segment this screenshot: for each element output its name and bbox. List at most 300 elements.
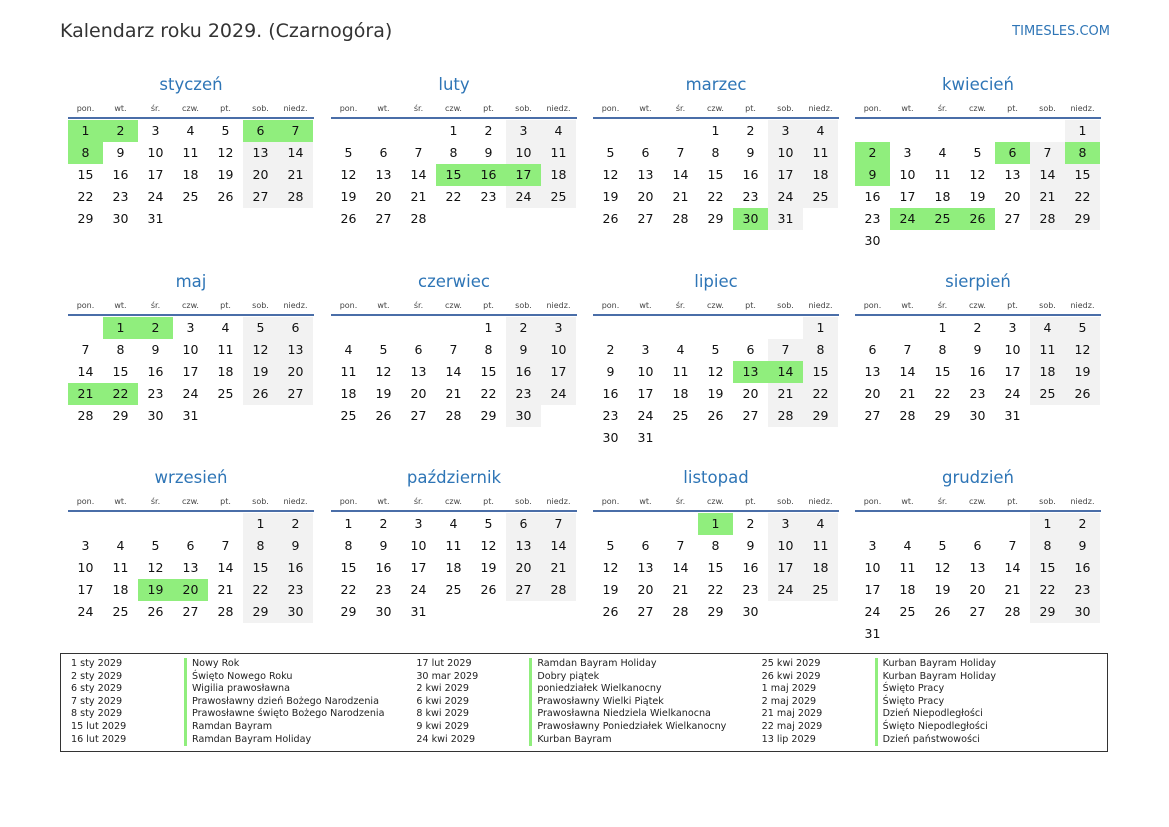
day: 1 [938,320,947,335]
holiday-row [71,696,416,709]
empty-cell [593,120,628,142]
holiday-name: Kurban Bayram [529,734,611,747]
day: 31 [1004,408,1021,423]
day: 19 [602,582,619,597]
holiday-day: 1 [698,513,733,535]
day: 8 [484,342,493,357]
weekend-day: 11 [803,535,838,557]
weekend-day: 24 [768,579,803,601]
holiday-name: Prawosławne święto Bożego Narodzenia [184,708,384,721]
day: 14 [672,167,689,182]
day: 24 [410,582,427,597]
day: 17 [637,386,654,401]
day: 26 [480,582,497,597]
empty-cell [855,317,890,339]
month-name: marzec [685,75,747,94]
day: 23 [480,189,497,204]
weekday-label: pon. [863,497,882,506]
weekend-day: 18 [1030,361,1065,383]
day: 30 [864,233,881,248]
holiday-name: Święto Niepodległości [875,721,988,734]
day: 28 [410,211,427,226]
day: 26 [217,189,234,204]
weekday-label: wt. [901,301,914,310]
weekday-label: sob. [515,104,532,113]
day: 6 [186,538,195,553]
empty-cell [663,317,698,339]
day: 10 [410,538,427,553]
weekend-day: 18 [803,557,838,579]
empty-cell [768,317,803,339]
weekend-day: 23 [506,383,541,405]
day: 5 [344,145,353,160]
weekend-day: 3 [541,317,576,339]
weekday-label: pon. [76,497,95,506]
weekday-label: niedz. [808,497,833,506]
day: 23 [147,386,164,401]
weekend-day: 7 [1030,142,1065,164]
day: 27 [742,408,759,423]
month-name: październik [406,468,502,487]
holiday-day: 2 [855,142,890,164]
weekend-day: 7 [768,339,803,361]
weekday-label: pt. [745,301,756,310]
empty-cell [995,120,1030,142]
day: 6 [973,538,982,553]
empty-cell [366,317,401,339]
day: 5 [711,342,720,357]
weekday-label: pt. [220,104,231,113]
holiday-row [71,734,416,747]
day: 6 [641,538,650,553]
weekend-day: 21 [541,557,576,579]
page-title: Kalendarz roku 2029. (Czarnogóra) [60,20,393,42]
weekday-label: wt. [114,301,127,310]
holiday-name: Ramdan Bayram [184,721,272,734]
weekday-label: czw. [182,497,199,506]
month-name: grudzień [941,468,1015,487]
day: 11 [340,364,357,379]
day: 2 [606,342,615,357]
weekday-header [593,299,839,316]
day: 29 [480,408,497,423]
weekend-day: 14 [541,535,576,557]
weekend-day: 17 [768,164,803,186]
holiday-row [416,696,761,709]
holiday-date: 6 kwi 2029 [416,695,470,707]
weekday-label: sob. [515,301,532,310]
day: 19 [707,386,724,401]
weekend-day: 2 [506,317,541,339]
day: 20 [410,386,427,401]
day: 8 [711,538,720,553]
holiday-date: 9 kwi 2029 [416,720,470,732]
holiday-name: Prawosławny Poniedziałek Wielkanocny [529,721,726,734]
day: 20 [1004,189,1021,204]
day: 14 [672,560,689,575]
day: 17 [864,582,881,597]
weekend-day: 4 [803,120,838,142]
weekday-label: czw. [707,301,724,310]
holiday-name: Święto Nowego Roku [184,671,292,684]
holiday-row [416,708,761,721]
day: 8 [344,538,353,553]
day: 29 [934,408,951,423]
weekday-label: sob. [1039,497,1056,506]
day: 13 [969,560,986,575]
weekend-day: 23 [278,579,313,601]
weekday-label: wt. [901,104,914,113]
day: 9 [116,145,125,160]
month-name: czerwiec [418,272,490,291]
day: 10 [1004,342,1021,357]
weekend-day: 10 [768,535,803,557]
day: 4 [116,538,125,553]
holiday-date: 1 maj 2029 [761,683,817,695]
month-7 [593,271,839,449]
day: 11 [445,538,462,553]
day: 18 [182,167,199,182]
weekend-day: 14 [278,142,313,164]
day: 11 [217,342,234,357]
holiday-day: 8 [1065,142,1100,164]
day: 26 [602,604,619,619]
holiday-date: 22 maj 2029 [761,720,823,732]
day: 16 [375,560,392,575]
weekend-day: 13 [243,142,278,164]
day: 23 [602,408,619,423]
day: 30 [602,430,619,445]
holiday-column [71,658,416,751]
holiday-day: 16 [471,164,506,186]
weekend-day: 8 [243,535,278,557]
day: 16 [969,364,986,379]
day: 9 [151,342,160,357]
day: 11 [672,364,689,379]
empty-cell [890,513,925,535]
weekend-day: 5 [1065,317,1100,339]
day: 19 [217,167,234,182]
day: 16 [742,560,759,575]
empty-cell [628,120,663,142]
weekend-day: 28 [768,405,803,427]
weekend-day: 10 [506,142,541,164]
day: 22 [77,189,94,204]
holiday-date: 1 sty 2029 [71,658,123,669]
weekday-header [855,495,1101,512]
holiday-date: 2 sty 2029 [71,670,123,682]
holiday-day: 6 [243,120,278,142]
day: 18 [112,582,129,597]
weekday-label: wt. [377,104,390,113]
weekend-day: 3 [506,120,541,142]
day: 17 [77,582,94,597]
day: 3 [81,538,90,553]
weekday-label: niedz. [546,301,571,310]
day: 31 [410,604,427,619]
day: 18 [672,386,689,401]
month-10 [331,467,577,623]
weekend-day: 21 [768,383,803,405]
holiday-day: 17 [506,164,541,186]
weekend-day: 9 [278,535,313,557]
holiday-day: 19 [138,579,173,601]
day: 5 [938,538,947,553]
empty-cell [436,317,471,339]
day: 13 [864,364,881,379]
day: 4 [344,342,353,357]
day: 21 [672,189,689,204]
day: 7 [1008,538,1017,553]
empty-cell [138,513,173,535]
day: 14 [899,364,916,379]
weekday-label: niedz. [283,301,308,310]
day: 16 [602,386,619,401]
day: 13 [637,560,654,575]
weekend-day: 17 [768,557,803,579]
day: 5 [379,342,388,357]
weekend-day: 19 [1065,361,1100,383]
weekday-label: wt. [639,301,652,310]
weekday-label: śr. [937,301,948,310]
holiday-row [762,734,1107,747]
weekend-day: 27 [243,186,278,208]
weekday-label: sob. [777,301,794,310]
day: 25 [182,189,199,204]
holiday-name: Kurban Bayram Holiday [875,658,996,671]
day: 16 [864,189,881,204]
day-grid [593,317,839,449]
day: 24 [147,189,164,204]
weekday-label: wt. [114,497,127,506]
day: 30 [742,604,759,619]
month-3 [593,74,839,230]
holiday-name: Dzień Niepodległości [875,708,983,721]
holiday-row [762,696,1107,709]
empty-cell [103,513,138,535]
weekday-label: pon. [863,301,882,310]
day: 28 [672,604,689,619]
holiday-column [416,658,761,751]
month-name: listopad [683,468,749,487]
day: 24 [77,604,94,619]
empty-cell [925,513,960,535]
day: 25 [217,386,234,401]
day: 4 [221,320,230,335]
month-6 [331,271,577,427]
holiday-name: Wigilia prawosławna [184,683,290,696]
weekend-day: 1 [1065,120,1100,142]
weekday-header [593,495,839,512]
weekday-label: czw. [707,104,724,113]
month-name: luty [438,75,470,94]
weekday-label: śr. [937,104,948,113]
day: 29 [707,604,724,619]
holiday-row [416,658,761,671]
weekday-label: śr. [150,301,161,310]
day: 4 [903,538,912,553]
holiday-day: 1 [68,120,103,142]
day: 25 [445,582,462,597]
day: 10 [182,342,199,357]
weekday-label: pon. [76,301,95,310]
day: 23 [742,582,759,597]
weekday-label: sob. [777,497,794,506]
weekday-label: niedz. [546,104,571,113]
holiday-day: 20 [173,579,208,601]
holiday-row [762,671,1107,684]
day: 1 [344,516,353,531]
day: 2 [746,123,755,138]
weekend-day: 29 [243,601,278,623]
weekend-day: 15 [1065,164,1100,186]
weekend-day: 1 [803,317,838,339]
empty-cell [208,513,243,535]
holiday-name: Dzień państwowości [875,734,980,747]
empty-cell [331,317,366,339]
weekday-label: pon. [601,104,620,113]
holiday-date: 8 kwi 2029 [416,708,470,720]
day-grid [331,120,577,230]
weekend-day: 14 [1030,164,1065,186]
month-4 [855,74,1101,252]
month-11 [593,467,839,623]
day: 27 [182,604,199,619]
weekday-label: pon. [601,301,620,310]
day-grid [855,120,1101,252]
day: 17 [899,189,916,204]
holiday-day: 15 [436,164,471,186]
weekend-day: 28 [541,579,576,601]
day: 19 [934,582,951,597]
day: 26 [375,408,392,423]
empty-cell [960,513,995,535]
holiday-row [762,708,1107,721]
weekday-label: czw. [182,301,199,310]
day: 7 [81,342,90,357]
weekday-header [68,299,314,316]
weekday-label: pon. [339,104,358,113]
day: 20 [969,582,986,597]
day: 3 [186,320,195,335]
day: 5 [484,516,493,531]
weekend-day: 2 [278,513,313,535]
day: 22 [707,189,724,204]
weekday-label: pt. [483,301,494,310]
day: 26 [707,408,724,423]
month-5 [68,271,314,427]
day: 12 [480,538,497,553]
weekend-day: 29 [803,405,838,427]
weekday-label: sob. [1039,104,1056,113]
day: 14 [410,167,427,182]
day: 18 [899,582,916,597]
day: 3 [903,145,912,160]
weekday-label: sob. [252,301,269,310]
day: 28 [217,604,234,619]
holiday-name: Ramdan Bayram Holiday [184,734,311,747]
weekday-label: czw. [182,104,199,113]
day: 10 [864,560,881,575]
weekend-day: 12 [1065,339,1100,361]
day: 8 [938,342,947,357]
day: 27 [637,211,654,226]
weekend-day: 25 [803,579,838,601]
day: 5 [606,538,615,553]
day: 29 [340,604,357,619]
day: 19 [480,560,497,575]
day: 24 [1004,386,1021,401]
weekday-header [331,299,577,316]
weekend-day: 30 [506,405,541,427]
day: 5 [151,538,160,553]
weekday-label: niedz. [546,497,571,506]
weekend-day: 15 [803,361,838,383]
holiday-date: 16 lut 2029 [71,733,127,745]
month-name: maj [175,272,207,291]
day: 23 [112,189,129,204]
holiday-day: 22 [103,383,138,405]
site-link[interactable]: TIMESLES.COM [1012,24,1110,39]
day-grid [593,513,839,623]
day: 29 [77,211,94,226]
weekend-day: 15 [243,557,278,579]
empty-cell [366,120,401,142]
month-name: kwiecień [941,75,1015,94]
day: 21 [217,582,234,597]
weekday-header [68,495,314,512]
month-name: wrzesień [154,468,228,487]
weekend-day: 11 [541,142,576,164]
holiday-column [762,658,1107,751]
holiday-date: 17 lut 2029 [416,658,472,669]
day: 2 [973,320,982,335]
day: 15 [934,364,951,379]
empty-cell [68,513,103,535]
day: 9 [379,538,388,553]
day: 27 [969,604,986,619]
month-8 [855,271,1101,427]
holiday-day: 7 [278,120,313,142]
weekend-day: 3 [768,513,803,535]
day: 16 [112,167,129,182]
holiday-date: 2 maj 2029 [761,695,817,707]
holiday-date: 30 mar 2029 [416,670,479,682]
day: 20 [375,189,392,204]
day: 8 [449,145,458,160]
holiday-day: 25 [925,208,960,230]
day: 30 [147,408,164,423]
day: 20 [742,386,759,401]
empty-cell [663,513,698,535]
empty-cell [1030,120,1065,142]
weekend-day: 21 [278,164,313,186]
weekday-label: pon. [76,104,95,113]
weekend-day: 2 [1065,513,1100,535]
day: 25 [112,604,129,619]
day: 13 [182,560,199,575]
weekend-day: 16 [278,557,313,579]
empty-cell [401,120,436,142]
day: 28 [77,408,94,423]
weekday-label: wt. [377,497,390,506]
weekend-day: 20 [506,557,541,579]
weekday-label: śr. [675,104,686,113]
weekend-day: 15 [1030,557,1065,579]
weekday-label: wt. [377,301,390,310]
day: 13 [1004,167,1021,182]
holiday-date: 21 maj 2029 [761,708,823,720]
